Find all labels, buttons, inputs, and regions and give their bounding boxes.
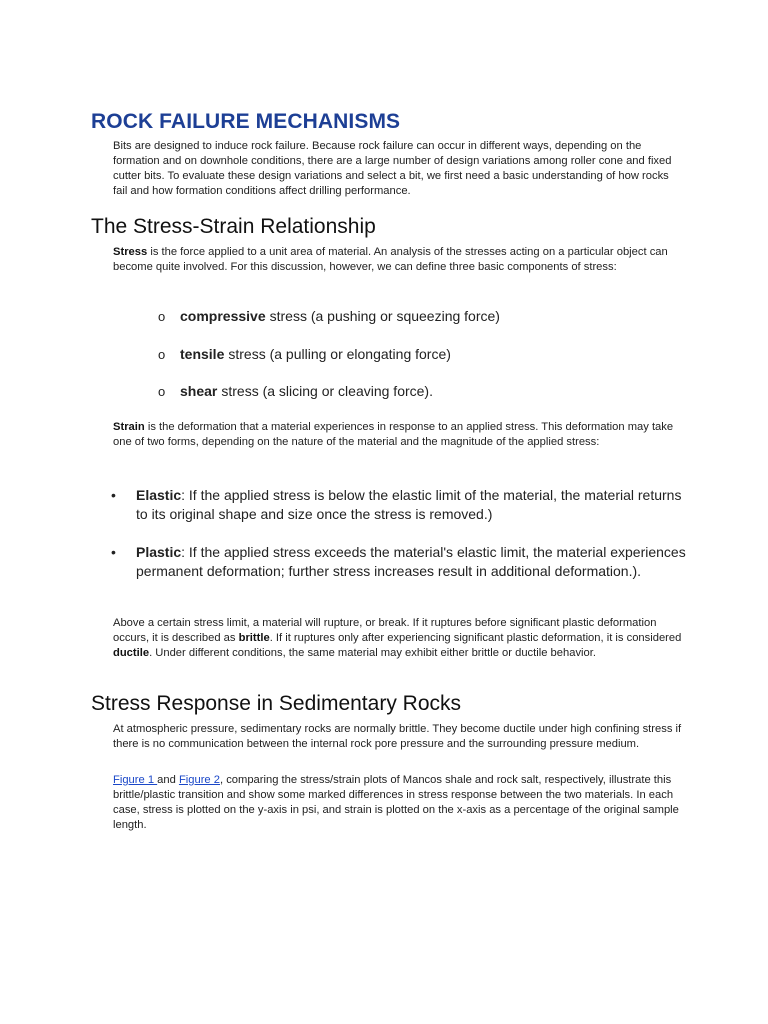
- form-term: Elastic: [136, 487, 182, 503]
- strain-form-elastic: [111, 486, 686, 524]
- strain-term: Strain: [113, 421, 145, 433]
- component-term: shear: [180, 383, 218, 399]
- form-desc: : If the applied stress is below the elastic limit of the material, the material returns to its original shape and size once the stress is removed.): [136, 487, 682, 522]
- component-desc: stress (a slicing or cleaving force).: [221, 383, 433, 399]
- circle-bullet-icon: o: [158, 347, 166, 362]
- stress-component-shear: [158, 383, 433, 399]
- stress-component-compressive: [158, 308, 500, 324]
- strain-paragraph: [113, 420, 683, 450]
- page-title: ROCK FAILURE MECHANISMS: [91, 110, 401, 133]
- stress-term: Stress: [113, 246, 148, 258]
- section-heading-sedimentary-rocks: Stress Response in Sedimentary Rocks: [91, 692, 461, 715]
- section-heading-stress-strain: The Stress-Strain Relationship: [91, 215, 376, 238]
- strain-form-plastic: [111, 543, 686, 581]
- figure-2-link[interactable]: Figure 2: [178, 774, 220, 786]
- ductile-term: ductile: [113, 647, 150, 659]
- stress-paragraph: [113, 245, 683, 275]
- figure-1-link[interactable]: Figure 1: [113, 774, 158, 786]
- component-desc: stress (a pulling or elongating force): [228, 346, 451, 362]
- bullet-icon: •: [111, 544, 116, 560]
- figures-paragraph: Figure 1 and Figure 2, comparing the stress/strain plots of Mancos shale and rock salt, respectively, illustrate this brittle/plastic transition and show some marked differences in stress response between the two materials. In each case, stress is plotted on the y-axis in psi, and strain is plotted on the x-axis as a percentage of the original sample length.: [113, 774, 679, 831]
- circle-bullet-icon: o: [158, 384, 166, 399]
- strain-text: is the deformation that a material experiences in response to an applied stress. This deformation may take one of two forms, depending on the nature of the material and the magnitude of the applied stress:: [113, 421, 674, 448]
- bullet-icon: •: [111, 487, 116, 503]
- stress-text: is the force applied to a unit area of material. An analysis of the stresses acting on a particular object can become quite involved. For this discussion, however, we can define three basic components of stress:: [113, 246, 668, 273]
- stress-component-tensile: [158, 346, 451, 362]
- component-term: compressive: [180, 308, 266, 324]
- rupture-paragraph: Above a certain stress limit, a material will rupture, or break. If it ruptures before significant plastic deformation occurs, it is described as brittle. If it ruptures only after experiencing significant plastic deformation, it is considered ductile. Under different conditions, the same material may exhibit either brittle or ductile behavior.: [113, 617, 682, 659]
- form-term: Plastic: [136, 544, 182, 560]
- circle-bullet-icon: o: [158, 309, 166, 324]
- component-term: tensile: [180, 346, 225, 362]
- brittle-term: brittle: [238, 632, 270, 644]
- intro-paragraph: Bits are designed to induce rock failure. Because rock failure can occur in different ways, depending on the formation and on downhole conditions, there are a large number of design variations among roller cone and fixed cutter bits. To evaluate these design variations and select a bit, we first need a basic understanding of how rocks fail and how formation conditions affect drilling performance.: [113, 140, 672, 197]
- form-desc: : If the applied stress exceeds the material's elastic limit, the material experiences permanent deformation; further stress increases result in additional deformation.).: [136, 544, 686, 579]
- sedimentary-paragraph: At atmospheric pressure, sedimentary rocks are normally brittle. They become ductile under high confining stress if there is no communication between the internal rock pore pressure and the surrounding pressure medium.: [113, 723, 682, 750]
- component-desc: stress (a pushing or squeezing force): [269, 308, 500, 324]
